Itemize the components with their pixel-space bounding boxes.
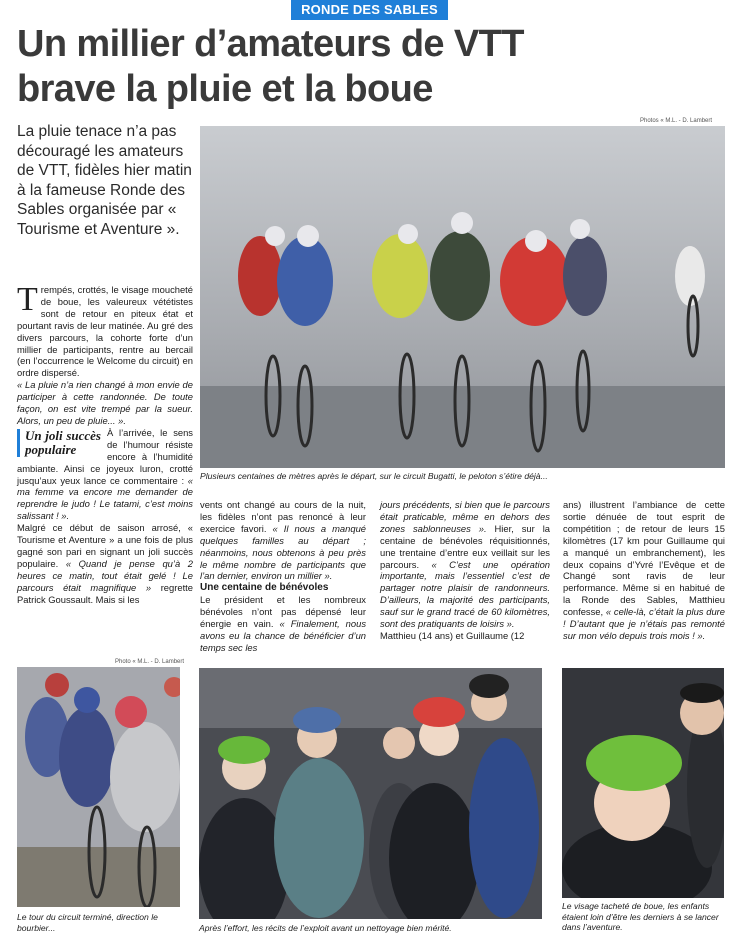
headline xyxy=(17,22,717,112)
photo-4-image xyxy=(562,668,724,898)
column-1-paragraph-1 xyxy=(17,281,193,379)
section-kicker: RONDE DES SABLES xyxy=(291,0,448,20)
photo-2-image xyxy=(17,667,180,907)
article-column-3 xyxy=(380,499,550,659)
drop-cap: T xyxy=(17,281,38,318)
main-photo xyxy=(200,126,725,468)
column-3-quote-2: « C’est une opération importante, mais l’essentiel c’est de partager notre plaisir de randonneurs. D’ailleurs, la majorité des participants, sauf sur le grand tracé de 60 kilomètres, sont des pratiquants de loisirs ». xyxy=(380,558,551,630)
article-column-4 xyxy=(563,499,725,659)
column-4-paragraph-1 xyxy=(563,499,725,642)
column-1-text-3: À l’arrivée, le sens de l’humour résiste encore à l’humidité ambiante. Ainsi ce joyeux luron, crotté jusqu’aux yeux lance ce commentaire : xyxy=(17,426,193,486)
column-1-text-5: regrette Patrick Goussault. Mais si les xyxy=(17,581,193,605)
column-2-text-2: Le président et les nombreux bénévoles n’ont pas dépensé leur énergie en vain. xyxy=(200,594,366,630)
column-3-quote-1: jours précédents, si bien que le parcours était praticable, même en dehors des zones sablonneuses ». xyxy=(380,499,550,534)
article-column-1 xyxy=(17,281,194,654)
main-photo-credit: Photos « M.L. - D. Lambert xyxy=(640,118,713,124)
main-photo-caption: Plusieurs centaines de mètres après le départ, sur le circuit Bugatti, le peloton s’étire déjà... xyxy=(200,471,548,481)
column-3-text-1: Hier, sur la centaine de bénévoles réquisitionnés, une trentaine d’entre eux veillait sur les parcours. xyxy=(380,522,551,570)
photo-3-caption: Après l’effort, les récits de l’exploit avant un nettoyage bien mérité. xyxy=(199,923,452,933)
column-2-paragraph-1 xyxy=(200,499,366,582)
column-4-text-1: ans) illustrent l’ambiance de cette sortie dénuée de tout esprit de compétition ; de retour de leurs 15 kilomètres (17 km pour Guillaume qui a manqué un embranchement), les deux copains d’Yvré l’Evêque et de Changé sont ravis de leur performance. Même si en habitué de la Ronde des Sables, Matthieu confesse, xyxy=(563,499,725,618)
headline-line-1: Un millier d’amateurs de VTT xyxy=(17,23,524,65)
subhead-joli-succes: Un joli succès populaire xyxy=(17,429,101,457)
photo-4 xyxy=(562,668,724,898)
photo-2 xyxy=(17,667,180,907)
photo-2-credit: Photo « M.L. - D. Lambert xyxy=(115,659,185,665)
subhead-benevoles: Une centaine de bénévoles xyxy=(200,582,329,594)
article-column-2 xyxy=(200,499,366,659)
column-1-quote-2: « ma femme va encore me demander de reprendre le judo ! Le tatami, c’est moins salissant ! ». xyxy=(17,474,193,522)
column-1-text-4: Malgré ce début de saison arrosé, « Tourisme et Aventure » a une fois de plus gagné son pari en signant un joli succès populaire. xyxy=(17,522,193,569)
column-3-paragraph-2: Matthieu (14 ans) et Guillaume (12 xyxy=(380,629,525,641)
lead-paragraph: La pluie tenace n’a pas découragé les amateurs de VTT, fidèles hier matin à la fameuse Ronde des Sables organisée par « Tourisme et Aventure ». xyxy=(17,123,192,238)
column-3-paragraph-1 xyxy=(380,499,550,630)
photo-4-caption: Le visage tacheté de boue, les enfants étaient loin d’être les derniers à se lancer dans l’aventure. xyxy=(562,901,719,932)
column-2-quote-2: « Finalement, nous avons eu la chance de bénéficier d’un temps sec les xyxy=(200,618,367,653)
column-1-text-1: rempés, crottés, le visage moucheté de boue, les valeureux vététistes sont de retour en piteux état et pourtant ravis de leur matinée. Au gré des divers parcours, la cohorte forte d’un millier de participants, rentre au bercail (en l’occurrence le Welcome du circuit) en ordre dispersé. xyxy=(17,284,193,379)
column-1-quote: « La pluie n’a rien changé à mon envie de participer à cette randonnée. De toute façon, on est vite trempé par la sueur. Alors, un peu de pluie... ». xyxy=(17,379,193,426)
column-1-quote-3: « Quand je pense qu’à 2 heures ce matin, tout était gelé ! Le parcours était magnifique » xyxy=(17,557,194,593)
column-4-quote-1: « celle-là, c’était la plus dure ! D’autant que je n’étais pas remonté sur mon vélo depuis trois mois ! ». xyxy=(563,606,725,641)
headline-line-2: brave la pluie et la boue xyxy=(17,68,433,110)
column-2-paragraph-2 xyxy=(200,594,366,654)
photo-2-caption: Le tour du circuit terminé, direction le bourbier... xyxy=(17,912,158,933)
column-1-paragraph-4 xyxy=(17,522,193,605)
column-2-text-1: vents ont changé au cours de la nuit, les fidèles n’ont pas renoncé à leur exercice favori. xyxy=(200,499,366,534)
main-photo-image xyxy=(200,126,725,468)
photo-3-image xyxy=(199,668,542,919)
photo-3 xyxy=(199,668,542,919)
column-2-quote-1: « Il nous a manqué quelques familles au départ ; néanmoins, nous obtenons à peu près le même nombre de participants que l’an dernier, environ un millier ». xyxy=(200,522,367,582)
